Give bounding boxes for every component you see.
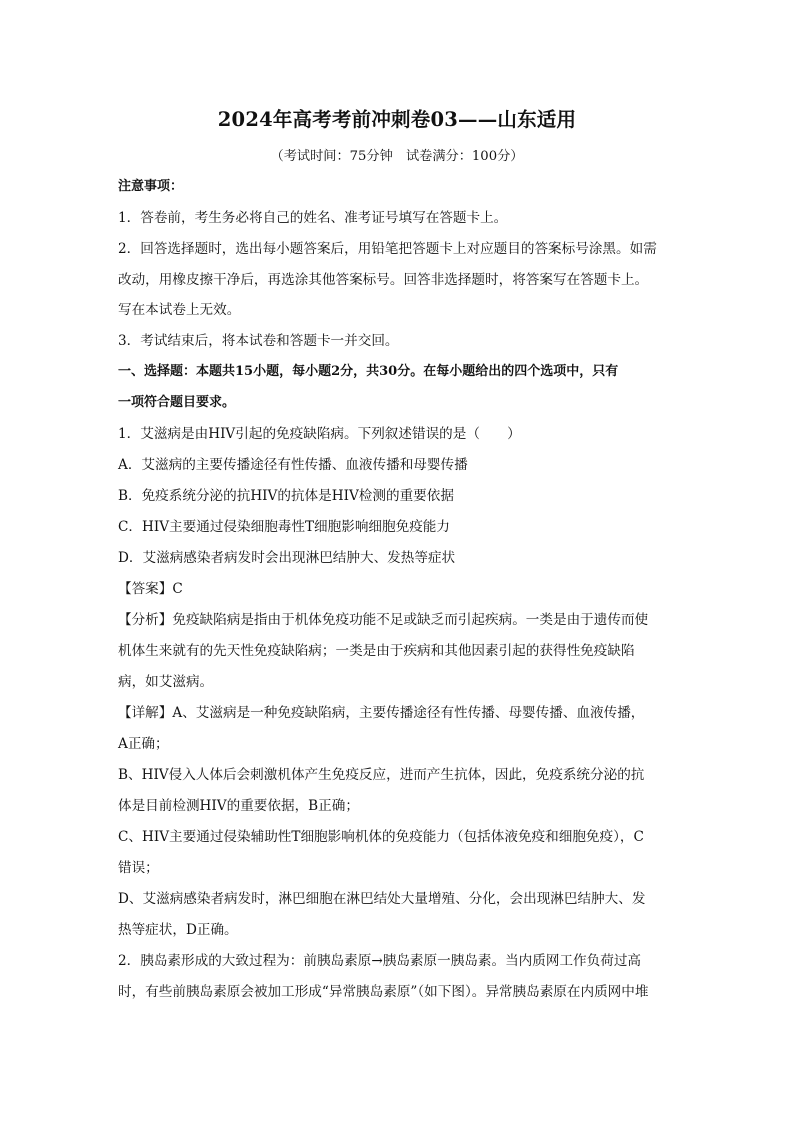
detail-line-4: 体是目前检测HIV的重要依据，B正确； [118,798,359,814]
detail-line-8: 热等症状，D正确。 [118,922,238,938]
notice-item-3: 3．考试结束后，将本试卷和答题卡一并交回。 [118,333,399,349]
question-1-stem: 1．艾滋病是由HIV引起的免疫缺陷病。下列叙述错误的是（ ） [118,426,521,442]
exam-info-subtitle: （考试时间：75分钟 试卷满分：100分） [270,149,524,164]
detail-line-7: D、艾滋病感染者病发时，淋巴细胞在淋巴结处大量增殖、分化，会出现淋巴结肿大、发 [118,891,646,907]
detail-line-6: 错误； [118,860,159,876]
analysis-line-2: 机体生来就有的先天性免疫缺陷病；一类是由于疾病和其他因素引起的获得性免疫缺陷 [118,643,635,659]
question-1-answer: 【答案】C [118,581,183,597]
question-1-option-c: C．HIV主要通过侵染细胞毒性T细胞影响细胞免疫能力 [118,519,450,535]
question-2-line-1: 2．胰岛素形成的大致过程为：前胰岛素原→胰岛素原一胰岛素。当内质网工作负荷过高 [118,953,642,969]
question-1-option-d: D．艾滋病感染者病发时会出现淋巴结肿大、发热等症状 [118,550,456,566]
question-1-option-a: A．艾滋病的主要传播途径有性传播、血液传播和母婴传播 [118,457,468,473]
notice-item-2-line-1: 2．回答选择题时，选出每小题答案后，用铅笔把答题卡上对应题目的答案标号涂黑。如需 [118,241,657,257]
analysis-line-1: 【分析】免疫缺陷病是指由于机体免疫功能不足或缺乏而引起疾病。一类是由于遗传而使 [118,612,649,628]
notice-item-1: 1．答卷前，考生务必将自己的姓名、准考证号填写在答题卡上。 [118,210,508,226]
page-title: 2024年高考考前冲刺卷03——山东适用 [217,108,577,131]
section-heading-line-2: 一项符合题目要求。 [118,395,236,410]
notice-heading: 注意事项： [118,179,184,194]
notice-item-2-line-2: 改动，用橡皮擦干净后，再选涂其他答案标号。回答非选择题时，将答案写在答题卡上。 [118,272,649,288]
detail-line-1: 【详解】A、艾滋病是一种免疫缺陷病，主要传播途径有性传播、母婴传播、血液传播， [118,705,645,721]
detail-line-2: A正确； [118,736,169,752]
analysis-line-3: 病，如艾滋病。 [118,674,214,690]
notice-item-2-line-3: 写在本试卷上无效。 [118,302,241,318]
section-heading-line-1: 一、选择题：本题共15小题，每小题2分，共30分。在每小题给出的四个选项中，只有 [118,364,619,379]
detail-line-5: C、HIV主要通过侵染辅助性T细胞影响机体的免疫能力（包括体液免疫和细胞免疫），C [118,829,644,845]
detail-line-3: B、HIV侵入人体后会刺激机体产生免疫反应，进而产生抗体，因此，免疫系统分泌的抗 [118,767,645,783]
question-2-line-2: 时，有些前胰岛素原会被加工形成“异常胰岛素原”（如下图）。异常胰岛素原在内质网中堆 [118,984,649,1000]
question-1-option-b: B．免疫系统分泌的抗HIV的抗体是HIV检测的重要依据 [118,488,454,504]
